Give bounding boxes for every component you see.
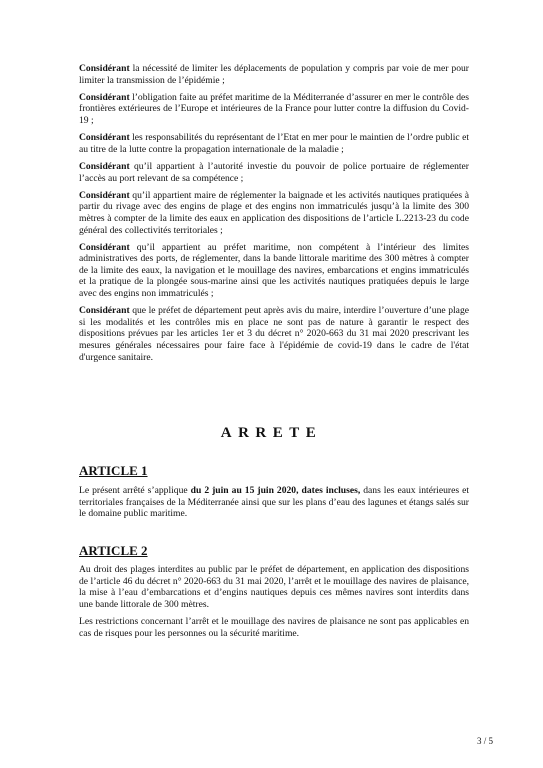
arrete-heading: ARRETE [220, 425, 323, 441]
considerant-paragraph [79, 132, 469, 155]
article-1-paragraph [79, 485, 469, 520]
considerant-text: qu’il appartient à l’autorité investie du pouvoir de police portuaire de réglementer l’accès au port relevant de sa compétence ; [79, 160, 469, 184]
article-2-title: ARTICLE 2 [79, 543, 148, 558]
considerant-paragraph [79, 242, 469, 300]
article-2-paragraph: Au droit des plages interdites au public par le préfet de département, en application des dispositions de l’article 46 du décret n° 2020-663 du 31 mai 2020, l’arrêt et le mouillage des navires de plaisance, la mise à l’eau d’embarcations et d’engins nautiques depuis ces mêmes navires sont interdits dans une bande littorale de 300 mètres. [79, 564, 469, 610]
article-1-text-after: dans les eaux intérieures et territoriales françaises de la Méditerranée ainsi que sur les plans d’eau des lagunes et étangs salés sur le domaine public maritime. [79, 485, 469, 520]
article-2-body [79, 564, 469, 645]
considerant-lead: Considérant [79, 189, 130, 201]
page-number: 3 / 5 [476, 736, 493, 746]
considerant-paragraph [79, 161, 469, 184]
article-1-dates: du 2 juin au 15 juin 2020, dates incluses, [190, 485, 361, 496]
considerant-lead: Considérant [79, 305, 130, 317]
article-1-text-before: Le présent arrêté s’applique [79, 485, 191, 496]
considerant-paragraph [79, 305, 469, 363]
considerant-text: que le préfet de département peut après avis du maire, interdire l’ouverture d’une plage si les modalités et les contrôles mis en place ne sont pas de nature à garantir le respect des dispositions prévues par les articles 1er et 3 du décret n° 2020-663 du 31 mai 2020 prescrivant les mesures générales nécessaires pour faire face à l'épidémie de covid-19 dans le cadre de l'état d'urgence sanitaire. [79, 305, 469, 363]
considerant-paragraph [79, 63, 469, 86]
considerant-text: l’obligation faite au préfet maritime de la Méditerranée d’assurer en mer le contrôle des frontières extérieures de l’Europe et intérieures de la France pour lutter contre la diffusion du Covid-19 ; [79, 91, 469, 126]
considerant-text: qu’il appartient maire de réglementer la baignade et les activités nautiques pratiquées à partir du rivage avec des engins de plage et des engins non immatriculés jusqu’à la limite des 300 mètres à compter de la limite des eaux en application des dispositions de l’article L.2213-23 du code général des collectivités territoriales ; [79, 189, 469, 236]
considerant-text: la nécessité de limiter les déplacements de population y compris par voie de mer pour limiter la transmission de l’épidémie ; [79, 63, 469, 86]
considerant-paragraph [79, 190, 469, 236]
article-1-body [79, 485, 469, 525]
considerants-section [79, 63, 469, 369]
article-1-title: ARTICLE 1 [79, 463, 148, 478]
considerant-text: qu’il appartient au préfet maritime, non compétent à l’intérieur des limites administratives des ports, de réglementer, dans la bande littorale maritime des 300 mètres à compter de la limite des eaux, la navigation et le mouillage des navires, embarcations et engins immatriculés et la pratique de la plongée sous-marine ainsi que les activités nautiques pratiquées depuis le large avec des engins non immatriculés ; [79, 241, 469, 300]
considerant-text: les responsabilités du représentant de l’Etat en mer pour le maintien de l’ordre public et au titre de la lutte contre la propagation internationale de la maladie ; [79, 132, 469, 155]
considerant-lead: Considérant [79, 63, 130, 74]
considerant-lead: Considérant [79, 91, 130, 103]
considerant-lead: Considérant [79, 132, 130, 144]
considerant-paragraph [79, 92, 469, 127]
article-2-paragraph: Les restrictions concernant l’arrêt et le mouillage des navires de plaisance ne sont pas applicables en cas de risques pour les personnes ou la sécurité maritime. [79, 615, 469, 639]
considerant-lead: Considérant [79, 241, 130, 253]
considerant-lead: Considérant [79, 160, 130, 172]
